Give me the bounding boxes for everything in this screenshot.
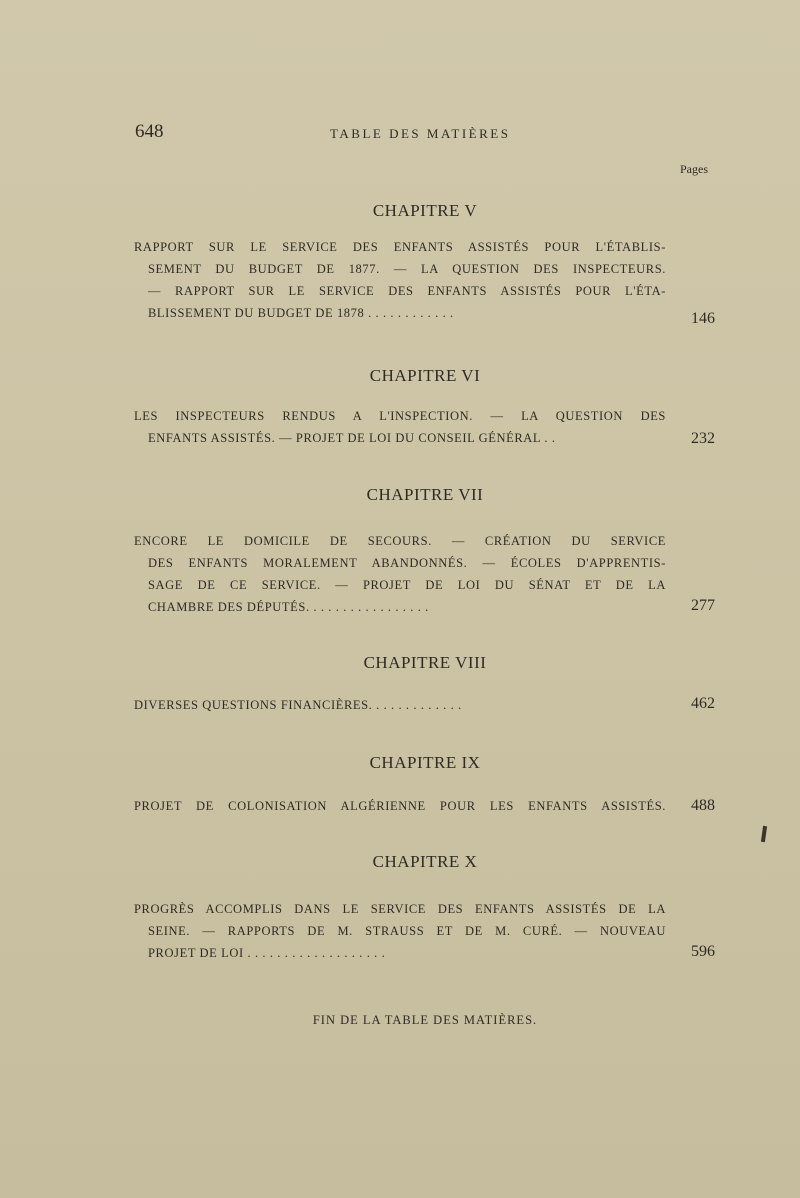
chapter-entry <box>134 694 666 716</box>
entry-line: RAPPORT SUR LE SERVICE DES ENFANTS ASSISTÉS POUR L'ÉTABLIS- <box>134 240 666 254</box>
running-title: TABLE DES MATIÈRES <box>330 126 511 141</box>
chapter-title: CHAPITRE V <box>372 201 478 220</box>
chapter-entry <box>134 898 666 964</box>
entry-line: DIVERSES QUESTIONS FINANCIÈRES. . . . . . . . . . . . . <box>134 698 462 712</box>
entry-line: SAGE DE CE SERVICE. — PROJET DE LOI DU SÉNAT ET DE LA <box>148 578 666 592</box>
entry-line: SEMENT DU BUDGET DE 1877. — LA QUESTION DES INSPECTEURS. <box>148 262 666 276</box>
entry-line: PROJET DE LOI . . . . . . . . . . . . . . . . . . . <box>148 946 386 960</box>
page-reference: 277 <box>691 597 715 614</box>
ink-mark <box>761 826 767 842</box>
entry-line: ENFANTS ASSISTÉS. — PROJET DE LOI DU CONSEIL GÉNÉRAL . . <box>148 431 556 445</box>
entry-line: CHAMBRE DES DÉPUTÉS. . . . . . . . . . . . . . . . . <box>148 600 429 614</box>
page-reference: 462 <box>691 695 715 712</box>
entry-line: LES INSPECTEURS RENDUS A L'INSPECTION. — LA QUESTION DES <box>134 409 666 423</box>
chapter-title: CHAPITRE VI <box>369 366 481 385</box>
entry-line: DES ENFANTS MORALEMENT ABANDONNÉS. — ÉCOLES D'APPRENTIS- <box>148 556 666 570</box>
chapter-entry <box>134 405 666 449</box>
entry-line: SEINE. — RAPPORTS DE M. STRAUSS ET DE M. CURÉ. — NOUVEAU <box>148 924 666 938</box>
entry-line: — RAPPORT SUR LE SERVICE DES ENFANTS ASSISTÉS POUR L'ÉTA- <box>148 284 666 298</box>
page-reference: 488 <box>691 797 715 814</box>
chapter-entry <box>134 795 666 817</box>
chapter-title: CHAPITRE VII <box>366 485 484 504</box>
page-reference: 146 <box>691 310 715 327</box>
page-reference: 232 <box>691 430 715 447</box>
entry-line: PROJET DE COLONISATION ALGÉRIENNE POUR LES ENFANTS ASSISTÉS. <box>134 799 666 813</box>
chapter-title: CHAPITRE X <box>372 852 478 871</box>
chapter-title: CHAPITRE IX <box>369 753 481 772</box>
end-of-table-note: FIN DE LA TABLE DES MATIÈRES. <box>312 1013 538 1027</box>
entry-line: BLISSEMENT DU BUDGET DE 1878 . . . . . . . . . . . . <box>148 306 454 320</box>
chapter-title: CHAPITRE VIII <box>363 653 487 672</box>
entry-line: PROGRÈS ACCOMPLIS DANS LE SERVICE DES ENFANTS ASSISTÉS DE LA <box>134 902 666 916</box>
page-number: 648 <box>135 121 164 142</box>
page-reference: 596 <box>691 943 715 960</box>
chapter-entry <box>134 530 666 618</box>
chapter-entry <box>134 236 666 324</box>
pages-column-label: Pages <box>680 162 708 176</box>
entry-line: ENCORE LE DOMICILE DE SECOURS. — CRÉATION DU SERVICE <box>134 534 666 548</box>
